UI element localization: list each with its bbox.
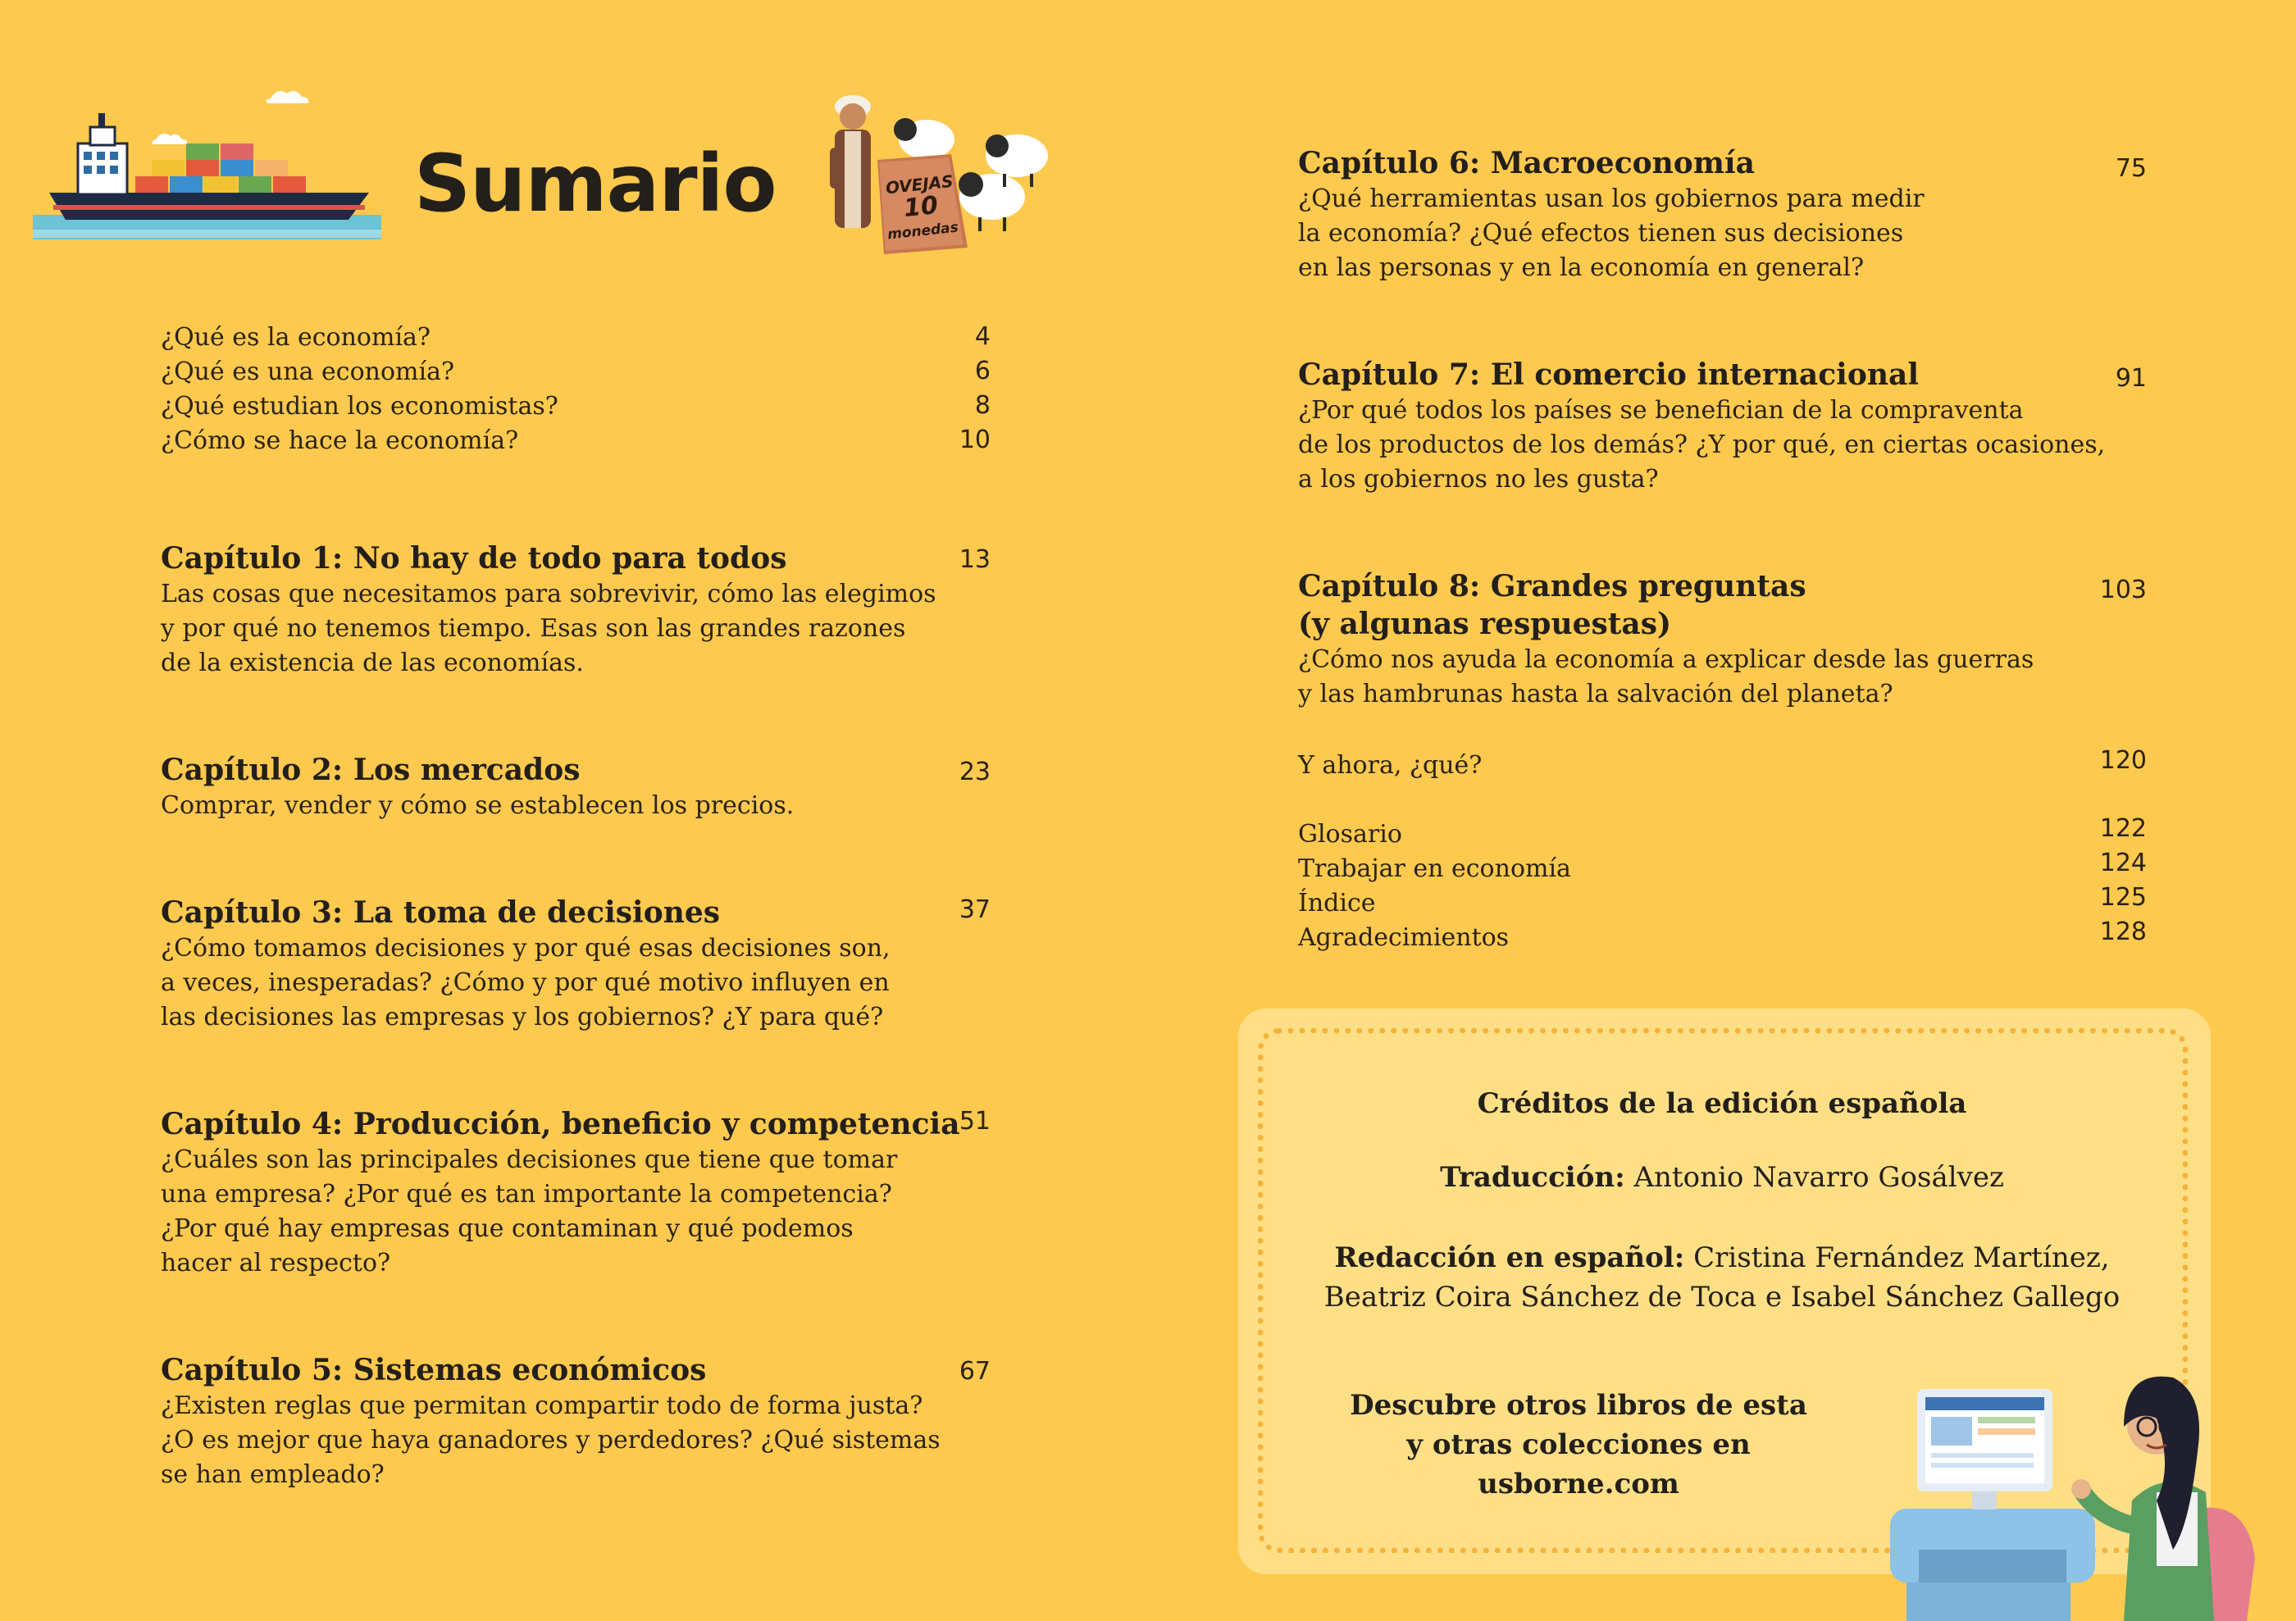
chapter-entry-1: [161, 540, 936, 681]
extra-item-label: Y ahora, ¿qué?: [1298, 751, 1483, 780]
chapter-page: 67: [959, 1357, 991, 1386]
extra-item-label: Agradecimientos: [1298, 923, 1510, 952]
chapter-page: 91: [2115, 364, 2147, 393]
chapter-entry-5: [161, 1351, 941, 1492]
translation-label: Traducción:: [1440, 1161, 1625, 1194]
extra-item-label: Glosario: [1298, 820, 1402, 849]
extra-item-page: 122: [2099, 814, 2147, 843]
chapter-title: Capítulo 2: Los mercados: [161, 753, 581, 787]
intro-item-label: ¿Qué estudian los economistas?: [161, 392, 558, 421]
extra-item-label: Trabajar en economía: [1298, 854, 1571, 883]
discover-line-1: Descubre otros libros de esta: [1350, 1389, 1807, 1422]
chapter-title: Capítulo 4: Producción, beneficio y competencia: [161, 1107, 960, 1141]
discover-line-2: y otras colecciones en: [1406, 1428, 1751, 1461]
chapter-title: Capítulo 7: El comercio internacional: [1298, 357, 1920, 392]
translation-name: Antonio Navarro Gosálvez: [1633, 1161, 2004, 1194]
discover-link[interactable]: usborne.com: [1478, 1468, 1679, 1500]
extra-item-page: 128: [2099, 918, 2147, 946]
chapter-entry-3: [161, 894, 891, 1035]
credits-translation: [1279, 1158, 2165, 1197]
sheep-sign-line2: 10: [902, 190, 940, 224]
woman-computer-illustration: [1886, 1345, 2296, 1621]
credits-heading: [1279, 1084, 2165, 1123]
intro-item-page: 4: [974, 322, 991, 351]
chapter-entry-6: [1298, 144, 1925, 285]
intro-item-label: ¿Cómo se hace la economía?: [161, 426, 519, 455]
chapter-description: ¿Cómo tomamos decisiones y por qué esas decisiones son, a veces, inesperadas? ¿Cómo y por qué motivo influyen en las decisiones las empresas y los gobiernos? ¿Y para qué?: [161, 934, 891, 1031]
chapter-page: 103: [2099, 576, 2147, 604]
editing-label: Redacción en español:: [1334, 1241, 1685, 1274]
credits-editing: [1279, 1238, 2165, 1317]
cargo-ship-illustration: [33, 74, 394, 250]
sheep-sign-line1: OVEJAS: [884, 171, 954, 198]
chapter-page: 13: [959, 545, 991, 574]
intro-item-page: 6: [974, 357, 991, 385]
chapter-description: ¿Por qué todos los países se benefician de la compraventa de los productos de los demás? ¿Y por qué, en ciertas ocasiones, a los gobiernos no les gusta?: [1298, 396, 2106, 494]
intro-item-page: 8: [974, 391, 991, 420]
chapter-entry-2: [161, 751, 794, 823]
sheep-merchant-illustration: [820, 90, 1091, 262]
credits-discover: [1312, 1386, 1845, 1504]
chapter-entry-4: [161, 1105, 960, 1281]
chapter-description: Las cosas que necesitamos para sobrevivir, cómo las elegimos y por qué no tenemos tiempo. Esas son las grandes razones de la existencia de las economías.: [161, 580, 936, 677]
chapter-description: ¿Cuáles son las principales decisiones que tiene que tomar una empresa? ¿Por qué es tan importante la competencia? ¿Por qué hay empresas que contaminan y qué podemos hacer al respecto?: [161, 1145, 898, 1277]
extra-item-page: 120: [2099, 746, 2147, 775]
extra-item-page: 124: [2099, 849, 2147, 877]
extra-item-label: Índice: [1298, 889, 1376, 918]
credits-heading-text: Créditos de la edición española: [1477, 1087, 1967, 1120]
chapter-title: Capítulo 3: La toma de decisiones: [161, 895, 721, 930]
chapter-entry-8: [1298, 567, 2034, 712]
sheep-sign-line3: monedas: [886, 219, 959, 244]
chapter-page: 37: [959, 895, 991, 924]
page-title: Sumario: [414, 138, 777, 230]
chapter-entry-7: [1298, 356, 2105, 497]
intro-item-page: 10: [959, 426, 991, 454]
chapter-description: ¿Existen reglas que permitan compartir todo de forma justa? ¿O es mejor que haya ganadores y perdedores? ¿Qué sistemas se han empleado?: [161, 1391, 941, 1489]
chapter-title: Capítulo 5: Sistemas económicos: [161, 1353, 707, 1387]
chapter-description: ¿Cómo nos ayuda la economía a explicar desde las guerras y las hambrunas hasta la salvación del planeta?: [1298, 645, 2034, 708]
extra-item-page: 125: [2099, 883, 2147, 912]
chapter-description: ¿Qué herramientas usan los gobiernos para medir la economía? ¿Qué efectos tienen sus decisiones en las personas y en la economía en general?: [1298, 184, 1925, 282]
editing-names-2: Beatriz Coira Sánchez de Toca e Isabel Sánchez Gallego: [1323, 1281, 2121, 1314]
chapter-title: Capítulo 6: Macroeconomía: [1298, 146, 1755, 180]
intro-item-label: ¿Qué es una economía?: [161, 357, 455, 386]
editing-names-1: Cristina Fernández Martínez,: [1693, 1241, 2110, 1274]
chapter-page: 51: [959, 1107, 991, 1136]
chapter-page: 75: [2115, 154, 2147, 183]
intro-item-label: ¿Qué es la economía?: [161, 323, 431, 352]
chapter-title: Capítulo 8: Grandes preguntas (y algunas respuestas): [1298, 569, 1806, 641]
chapter-title: Capítulo 1: No hay de todo para todos: [161, 541, 787, 576]
chapter-page: 23: [959, 758, 991, 786]
chapter-description: Comprar, vender y cómo se establecen los precios.: [161, 791, 795, 820]
